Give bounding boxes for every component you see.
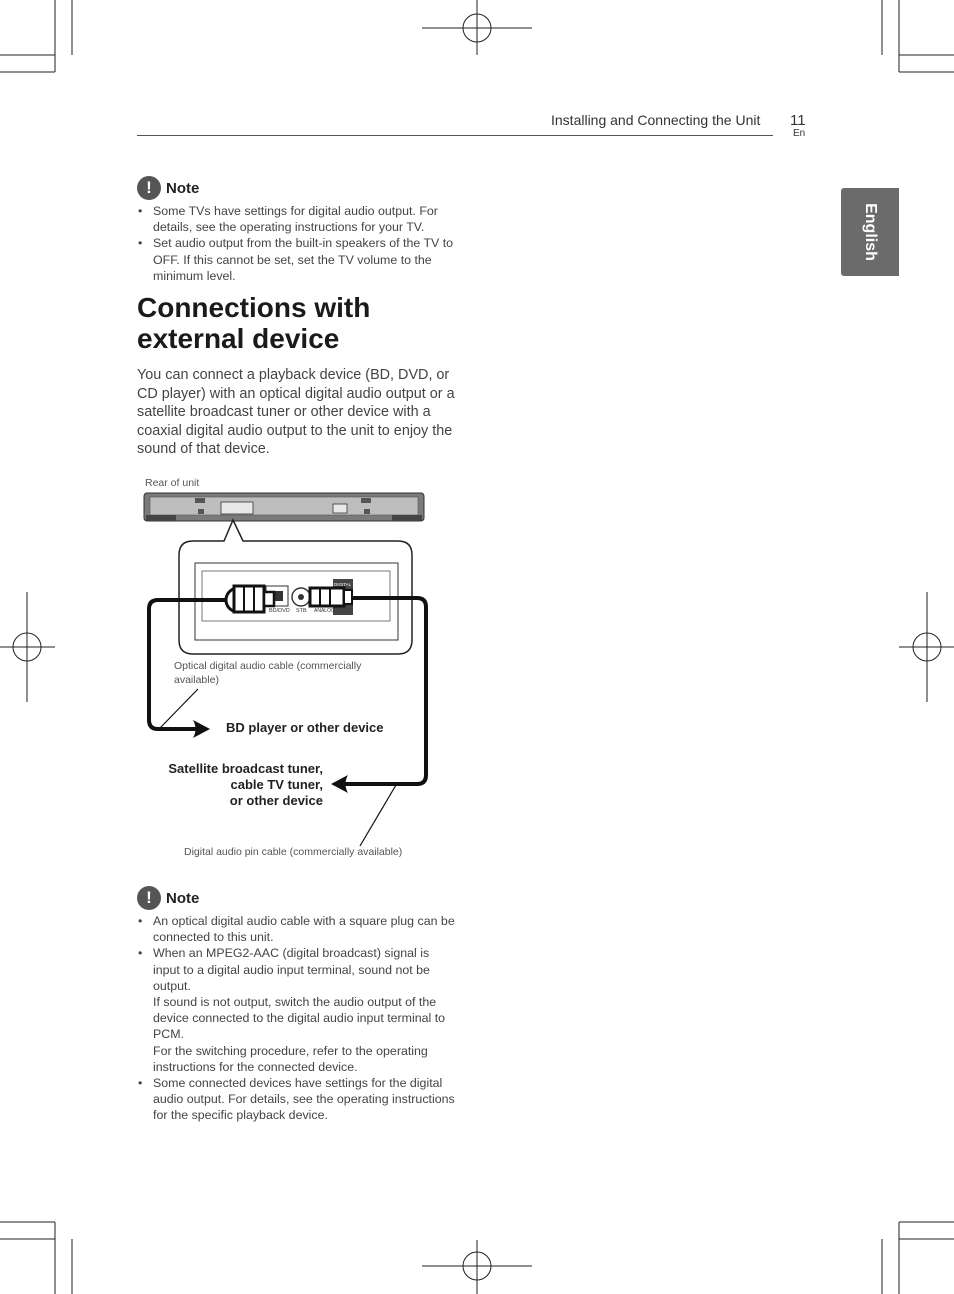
port-label: BD/DVD	[269, 608, 290, 614]
section-title: Connections with external device	[137, 292, 371, 354]
callout-bubble	[179, 520, 412, 654]
note-bottom	[137, 886, 455, 1124]
coaxial-plug	[310, 588, 352, 606]
tuner-label-line: cable TV tuner,	[230, 777, 323, 792]
running-header-title: Installing and Connecting the Unit	[551, 112, 761, 128]
tuner-label-line: or other device	[229, 793, 323, 808]
tuner-label-line: Satellite broadcast tuner,	[168, 761, 323, 776]
bd-arrowhead-icon	[193, 720, 210, 738]
note-top-label: Note	[166, 179, 200, 197]
port-label: DIGITAL	[334, 582, 352, 587]
tuner-device-label	[143, 761, 323, 809]
language-side-tab-label: English	[862, 203, 879, 261]
coax-leader-line	[360, 785, 396, 846]
list-item	[137, 1075, 455, 1124]
list-item: • Some TVs have settings for digital audio output. For details, see the operating instructions for your TV.	[137, 203, 455, 235]
list-item	[137, 945, 455, 1075]
list-item-continuation: If sound is not output, switch the audio output of the device connected to the digital audio input terminal to PCM.	[153, 995, 446, 1042]
bd-device-label: BD player or other device	[226, 720, 384, 735]
optical-leader-line	[160, 689, 198, 728]
exclamation-icon: !	[137, 176, 161, 200]
note-bottom-label: Note	[166, 889, 200, 907]
note-bottom-list	[137, 913, 455, 1124]
exclamation-icon: !	[137, 886, 161, 910]
list-item: • Set audio output from the built-in speakers of the TV to OFF. If this cannot be set, set the TV volume to the minimum level.	[137, 235, 455, 284]
page-language-code: En	[793, 128, 806, 139]
unit-rear-panel	[144, 493, 424, 521]
list-item	[137, 913, 455, 945]
list-item-continuation: For the switching procedure, refer to the operating instructions for the connected device.	[153, 1043, 428, 1074]
note-bottom-heading	[137, 886, 455, 910]
page-number: 11	[790, 112, 806, 129]
section-intro: You can connect a playback device (BD, DVD, or CD player) with an optical digital audio output or a satellite broadcast tuner or other device with a coaxial digital audio output to the unit to enjoy the sound of that device.	[137, 367, 455, 458]
list-item-text: Some connected devices have settings for the digital audio output. For details, see the operating instructions for the specific playback device.	[153, 1076, 455, 1123]
list-item-text: An optical digital audio cable with a square plug can be connected to this unit.	[153, 914, 455, 945]
tuner-arrowhead-icon	[331, 775, 348, 793]
list-item-text: When an MPEG2-AAC (digital broadcast) signal is input to a digital audio input terminal, sound not be output.	[153, 946, 430, 993]
rear-of-unit-label: Rear of unit	[145, 477, 200, 489]
port-label: STB	[296, 608, 307, 614]
coax-cable-label: Digital audio pin cable (commercially available)	[184, 846, 403, 858]
optical-cable-label: Optical digital audio cable (commercially available)	[174, 660, 362, 686]
port-label: ANALOG	[314, 608, 335, 614]
